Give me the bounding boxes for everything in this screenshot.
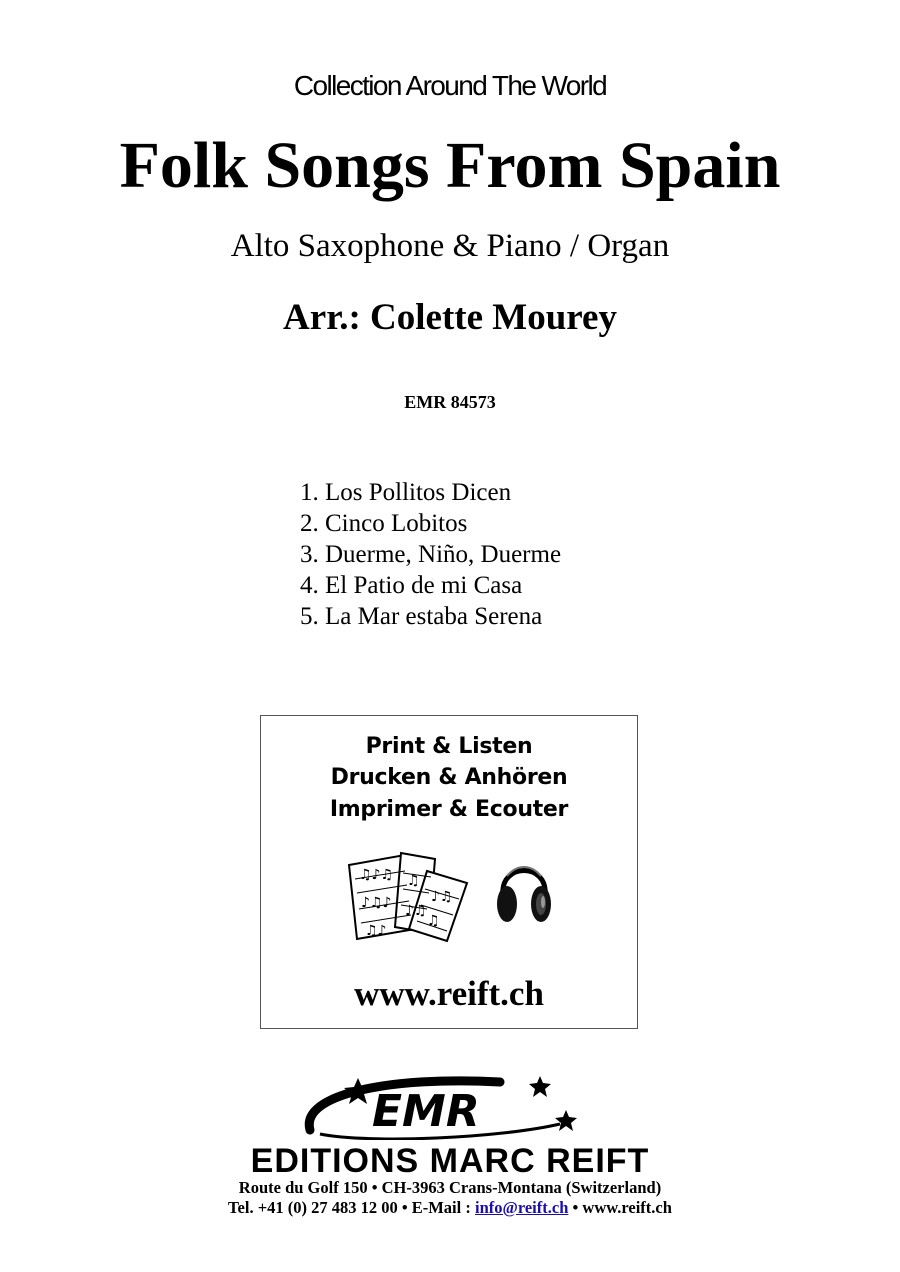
website-link[interactable]: www.reift.ch xyxy=(354,974,544,1013)
series-title: Collection Around The World xyxy=(293,70,607,101)
list-item: 2. Cinco Lobitos xyxy=(300,510,468,537)
imprimer-ecouter-label: Imprimer & Ecouter xyxy=(329,797,569,822)
svg-text:♪♫: ♪♫ xyxy=(431,889,453,905)
svg-text:♫♪♫: ♫♪♫ xyxy=(359,867,394,883)
instrumentation: Alto Saxophone & Piano / Organ xyxy=(230,228,670,264)
sheet-music-icon xyxy=(343,849,469,945)
logo-lettering: EMR xyxy=(372,1086,480,1137)
headphones-icon xyxy=(495,856,553,926)
list-item: 1. Los Pollitos Dicen xyxy=(300,479,512,506)
svg-text:♪♫: ♪♫ xyxy=(405,903,427,919)
svg-text:♫♪: ♫♪ xyxy=(365,923,387,939)
publisher-address: Route du Golf 150 • CH-3963 Crans-Montana (Switzerland) xyxy=(238,1178,662,1197)
song-list xyxy=(300,477,561,632)
catalog-number: EMR 84573 xyxy=(404,392,496,412)
svg-text:♫: ♫ xyxy=(407,873,420,889)
list-item: 3. Duerme, Niño, Duerme xyxy=(300,541,562,568)
arranger: Arr.: Colette Mourey xyxy=(283,297,617,338)
print-listen-box xyxy=(260,715,638,1029)
contact-tel: Tel. +41 (0) 27 483 12 00 • E-Mail : xyxy=(228,1198,475,1217)
emr-logo xyxy=(300,1074,600,1140)
publisher-contact xyxy=(0,1198,900,1218)
print-listen-label: Print & Listen xyxy=(365,734,533,759)
drucken-anhoren-label: Drucken & Anhören xyxy=(330,765,568,790)
svg-text:♪♫♪: ♪♫♪ xyxy=(361,895,392,911)
list-item: 5. La Mar estaba Serena xyxy=(300,603,543,630)
publisher-name: EDITIONS MARC REIFT xyxy=(250,1142,650,1180)
svg-text:♫: ♫ xyxy=(427,913,440,929)
page-title: Folk Songs From Spain xyxy=(119,129,781,202)
contact-web: • www.reift.ch xyxy=(568,1198,672,1217)
email-link[interactable]: info@reift.ch xyxy=(474,1198,569,1217)
list-item: 4. El Patio de mi Casa xyxy=(300,572,523,599)
